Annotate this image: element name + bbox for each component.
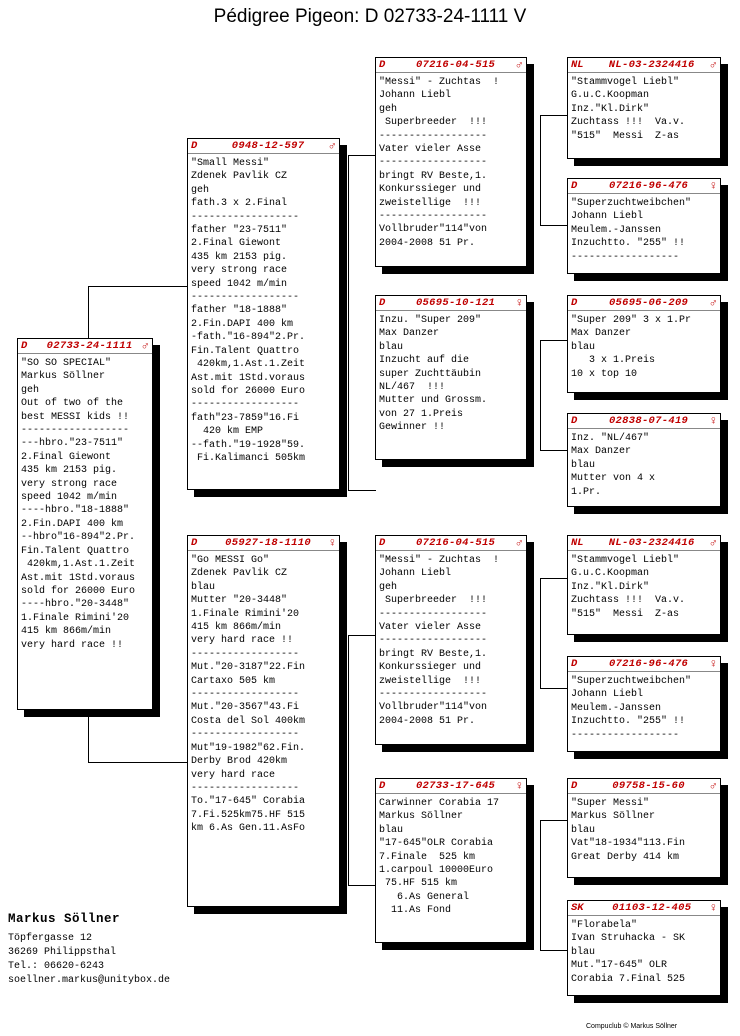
card-line: --fath."19-1928"59.: [191, 439, 306, 451]
card-line: 2.Final Giewont: [191, 238, 282, 250]
card-line: Mut."17-645" OLR: [571, 960, 668, 972]
card-line: very hard race !!: [21, 639, 124, 651]
country-code: D: [379, 537, 386, 549]
credit-text: Compuclub © Markus Söllner: [586, 1023, 678, 1030]
card-line: ------------------: [379, 130, 488, 142]
card-line: geh: [379, 103, 398, 115]
card-header: [376, 779, 526, 794]
card-line: 2.Fin.DAPI 400 km: [21, 518, 124, 530]
ring-number: 02838-07-419: [608, 415, 689, 427]
card-header: [18, 339, 152, 354]
ring-number: 02733-24-1111: [46, 340, 133, 352]
card-line: "Super 209" 3 x 1.Pr: [571, 315, 692, 326]
card-line: ------------------: [191, 648, 300, 660]
male-icon: ♂: [328, 139, 336, 153]
card-line: 1.Finale Rimini'20: [21, 612, 130, 624]
connector-line: [540, 688, 568, 689]
card-line: Cartaxo 505 km: [191, 675, 276, 687]
card-line: -fath."16-894"2.Pr.: [191, 332, 306, 344]
card-line: "Super Messi": [571, 798, 650, 809]
card-body: [376, 794, 526, 918]
card-body: [568, 194, 720, 264]
card-line: Vollbruder"114"von: [379, 224, 488, 236]
card-line: zweistellige !!!: [379, 675, 482, 687]
connector-line: [348, 155, 349, 490]
ring-number: 07216-04-515: [415, 537, 496, 549]
card-header: [568, 414, 720, 429]
card-line: Fin.Talent Quattro: [191, 345, 300, 357]
card-line: geh: [21, 384, 40, 396]
card-header: [568, 901, 720, 916]
card-line: "Stammvogel Liebl": [571, 77, 680, 88]
female-icon: ♀: [709, 657, 717, 671]
card-header: [568, 179, 720, 194]
card-line: ------------------: [191, 399, 300, 411]
card-line: fath.3 x 2.Final: [191, 198, 288, 210]
connector-line: [348, 885, 376, 886]
card-line: Konkurssieger und: [379, 662, 482, 674]
card-line: blau: [571, 946, 596, 958]
card-line: "Superzuchtweibchen": [571, 198, 692, 209]
card-line: Ivan Struhacka - SK: [571, 933, 686, 945]
country-code: D: [571, 180, 578, 192]
card-line: ------------------: [21, 425, 130, 437]
card-line: Markus Söllner: [21, 371, 106, 383]
card-line: Markus Söllner: [379, 811, 464, 823]
card-line: Inzucht auf die: [379, 355, 470, 367]
card-header: [188, 536, 339, 551]
card-line: ------------------: [379, 608, 488, 620]
pigeon-card-ssd[interactable]: [567, 178, 721, 274]
pigeon-card-dds[interactable]: [567, 778, 721, 878]
card-line: Inz."Kl.Dirk": [571, 581, 650, 593]
card-body: [568, 551, 720, 621]
pigeon-card-sire-dam[interactable]: [375, 295, 527, 460]
pigeon-card-sire[interactable]: [187, 138, 340, 490]
card-line: 1.carpoul 10000Euro: [379, 865, 494, 877]
card-line: geh: [191, 184, 210, 196]
female-icon: ♀: [709, 414, 717, 428]
pigeon-card-dam-sire[interactable]: [375, 535, 527, 745]
card-line: Vollbruder"114"von: [379, 702, 488, 714]
card-line: Zdenek Pavlik CZ: [191, 171, 288, 183]
card-header: [568, 657, 720, 672]
card-body: [568, 311, 720, 381]
card-line: geh: [379, 581, 398, 593]
card-header: [376, 536, 526, 551]
card-line: Derby Brod 420km: [191, 756, 288, 768]
card-line: 2.Final Giewont: [21, 451, 112, 463]
card-line: zweistellige !!!: [379, 197, 482, 209]
card-line: ---hbro."23-7511": [21, 438, 124, 450]
card-line: ----hbro."18-1888": [21, 505, 130, 517]
connector-line: [540, 820, 568, 821]
ring-number: 0948-12-597: [231, 140, 305, 152]
card-header: [568, 296, 720, 311]
card-body: [376, 73, 526, 250]
owner-email[interactable]: soellner.markus@unitybox.de: [8, 975, 171, 986]
card-body: [188, 154, 339, 465]
connector-line: [540, 225, 568, 226]
female-icon: ♀: [515, 296, 523, 310]
card-line: sold for 26000 Euro: [21, 585, 136, 597]
card-line: 1.Finale Rimini'20: [191, 608, 300, 620]
pigeon-card-subject[interactable]: [17, 338, 153, 710]
ring-number: 07216-96-476: [608, 180, 689, 192]
pigeon-card-dsd[interactable]: [567, 656, 721, 752]
pigeon-card-dam[interactable]: [187, 535, 340, 907]
card-line: "Messi" - Zuchtas !: [379, 555, 500, 566]
card-line: bringt RV Beste,1.: [379, 170, 488, 182]
card-line: 420km,1.Ast.1.Zeit: [191, 359, 306, 371]
connector-line: [88, 286, 188, 287]
card-body: [568, 672, 720, 742]
connector-line: [88, 762, 188, 763]
card-line: Ast.mit 1Std.voraus: [191, 372, 306, 384]
card-header: [376, 296, 526, 311]
country-code: D: [571, 297, 578, 309]
owner-street: Töpfergasse 12: [8, 933, 93, 944]
card-line: G.u.C.Koopman: [571, 90, 650, 102]
pigeon-card-ddd[interactable]: [567, 900, 721, 996]
card-line: very hard race: [191, 769, 276, 781]
owner-phone: Tel.: 06620-6243: [8, 961, 105, 972]
card-line: Mut"19-1982"62.Fin.: [191, 742, 306, 754]
card-line: "515" Messi Z-as: [571, 608, 680, 620]
card-line: Max Danzer: [571, 328, 632, 340]
card-line: Konkurssieger und: [379, 184, 482, 196]
connector-line: [540, 950, 568, 951]
card-line: father "23-7511": [191, 225, 288, 237]
female-icon: ♀: [515, 779, 523, 793]
card-line: ------------------: [571, 729, 680, 741]
card-body: [376, 311, 526, 435]
male-icon: ♂: [709, 536, 717, 550]
card-line: To."17-645" Corabia: [191, 796, 306, 808]
card-header: [568, 779, 720, 794]
card-line: best MESSI kids !!: [21, 411, 130, 423]
card-line: "Messi" - Zuchtas !: [379, 77, 500, 88]
card-line: 435 km 2153 pig.: [21, 465, 118, 477]
card-line: Meulem.-Janssen: [571, 224, 662, 236]
page-title: Pédigree Pigeon: D 02733-24-1111 V: [213, 6, 527, 27]
card-line: blau: [191, 581, 216, 593]
country-code: D: [21, 340, 28, 352]
card-line: NL/467 !!!: [379, 382, 446, 394]
card-line: Zdenek Pavlik CZ: [191, 568, 288, 580]
card-line: 435 km 2153 pig.: [191, 251, 288, 263]
card-line: Max Danzer: [571, 446, 632, 458]
card-line: 7.Fi.525km75.HF 515: [191, 809, 306, 821]
card-line: Superbreeder !!!: [379, 117, 488, 129]
female-icon: ♀: [328, 536, 336, 550]
pigeon-card-dam-dam[interactable]: [375, 778, 527, 943]
ring-number: 05927-18-1110: [225, 537, 311, 549]
male-icon: ♂: [515, 58, 523, 72]
card-line: ------------------: [379, 689, 488, 701]
card-line: 10 x top 10: [571, 368, 638, 380]
card-line: 1.Pr.: [571, 486, 602, 498]
card-line: father "18-1888": [191, 305, 288, 317]
card-line: "Superzuchtweibchen": [571, 676, 692, 687]
card-line: Inzuchtto. "255" !!: [571, 716, 686, 728]
ring-number: 05695-06-209: [608, 297, 689, 309]
card-line: Carwinner Corabia 17: [379, 798, 500, 809]
card-line: Zuchtass !!! Va.v.: [571, 595, 686, 607]
owner-block: [8, 912, 170, 988]
card-header: [376, 58, 526, 73]
card-line: ------------------: [379, 635, 488, 647]
ring-number: 02733-17-645: [415, 780, 496, 792]
ring-number: 07216-96-476: [608, 658, 689, 670]
card-line: "515" Messi Z-as: [571, 130, 680, 142]
card-line: Johann Liebl: [571, 689, 644, 701]
card-line: Mut."20-3187"22.Fin: [191, 662, 306, 674]
connector-line: [88, 286, 89, 338]
card-line: sold for 26000 Euro: [191, 385, 306, 397]
card-line: bringt RV Beste,1.: [379, 648, 488, 660]
card-line: ------------------: [191, 689, 300, 701]
card-line: ------------------: [191, 211, 300, 223]
card-line: Johann Liebl: [571, 211, 644, 223]
card-line: 7.Finale 525 km: [379, 851, 476, 863]
card-line: very strong race: [21, 478, 118, 490]
card-line: G.u.C.Koopman: [571, 568, 650, 580]
card-body: [188, 551, 339, 836]
card-body: [568, 73, 720, 143]
card-line: Zuchtass !!! Va.v.: [571, 117, 686, 129]
card-line: 2004-2008 51 Pr.: [379, 237, 476, 249]
card-line: Superbreeder !!!: [379, 595, 488, 607]
card-line: "Small Messi": [191, 158, 270, 169]
connector-line: [540, 115, 541, 225]
country-code: D: [571, 780, 578, 792]
card-line: blau: [379, 341, 404, 353]
country-code: D: [571, 415, 578, 427]
country-code: SK: [571, 902, 584, 914]
ring-number: 07216-04-515: [415, 59, 496, 71]
pigeon-card-sds[interactable]: [567, 295, 721, 393]
connector-line: [540, 578, 568, 579]
card-header: [568, 536, 720, 551]
card-line: km 6.As Gen.11.AsFo: [191, 823, 306, 835]
owner-city: 36269 Philippsthal: [8, 947, 117, 958]
card-line: Great Derby 414 km: [571, 851, 680, 863]
card-line: Vat"18-1934"113.Fin: [571, 838, 686, 850]
country-code: D: [379, 297, 386, 309]
card-line: ------------------: [191, 292, 300, 304]
card-line: very hard race !!: [191, 635, 294, 647]
card-line: blau: [571, 824, 596, 836]
country-code: D: [571, 658, 578, 670]
card-line: --hbro"16-894"2.Pr.: [21, 532, 136, 544]
card-line: Max Danzer: [379, 328, 440, 340]
male-icon: ♂: [709, 58, 717, 72]
card-line: Gewinner !!: [379, 422, 446, 434]
card-line: very strong race: [191, 265, 288, 277]
country-code: D: [379, 780, 386, 792]
owner-name: Markus Söllner: [8, 912, 121, 926]
card-line: 3 x 1.Preis: [571, 355, 656, 367]
card-line: Vater vieler Asse: [379, 622, 482, 634]
card-body: [568, 916, 720, 986]
card-line: Inz."Kl.Dirk": [571, 103, 650, 115]
connector-line: [88, 710, 89, 762]
connector-line: [540, 820, 541, 950]
card-line: speed 1042 m/min: [191, 278, 288, 290]
connector-line: [540, 578, 541, 688]
card-line: ------------------: [379, 157, 488, 169]
card-line: Out of two of the: [21, 398, 124, 410]
card-line: Fi.Kalimanci 505km: [191, 452, 306, 464]
card-line: Mut."20-3567"43.Fi: [191, 702, 300, 714]
card-line: 420 km EMP: [191, 426, 264, 438]
card-line: "SO SO SPECIAL": [21, 358, 112, 369]
connector-line: [348, 155, 376, 156]
card-line: Fin.Talent Quattro: [21, 545, 130, 557]
card-line: super Zuchttäubin: [379, 368, 482, 380]
male-icon: ♂: [709, 779, 717, 793]
card-line: Corabia 7.Final 525: [571, 973, 686, 985]
ring-number: 05695-10-121: [415, 297, 496, 309]
connector-line: [540, 450, 568, 451]
card-line: Inzuchtto. "255" !!: [571, 238, 686, 250]
country-code: D: [191, 537, 198, 549]
card-body: [376, 551, 526, 728]
card-line: blau: [571, 341, 596, 353]
card-line: ------------------: [191, 729, 300, 741]
card-line: 2.Fin.DAPI 400 km: [191, 318, 294, 330]
card-line: Johann Liebl: [379, 90, 452, 102]
ring-number: NL-03-2324416: [608, 59, 695, 71]
male-icon: ♂: [141, 339, 149, 353]
card-line: "Stammvogel Liebl": [571, 555, 680, 566]
card-line: fath"23-7859"16.Fi: [191, 412, 300, 424]
country-code: D: [191, 140, 198, 152]
card-body: [568, 794, 720, 864]
connector-line: [348, 490, 376, 491]
ring-number: NL-03-2324416: [608, 537, 695, 549]
card-line: Mutter "20-3448": [191, 595, 288, 607]
country-code: NL: [571, 537, 584, 549]
connector-line: [540, 340, 568, 341]
card-line: 415 km 866m/min: [191, 622, 282, 634]
card-line: Johann Liebl: [379, 568, 452, 580]
card-line: 415 km 866m/min: [21, 626, 112, 638]
card-header: [188, 139, 339, 154]
country-code: D: [379, 59, 386, 71]
ring-number: 09758-15-60: [612, 780, 685, 792]
country-code: NL: [571, 59, 584, 71]
card-line: 6.As General: [379, 891, 470, 903]
card-line: 75.HF 515 km: [379, 878, 458, 890]
connector-line: [540, 115, 568, 116]
card-line: Markus Söllner: [571, 811, 656, 823]
card-line: ------------------: [571, 251, 680, 263]
card-line: Mutter und Grossm.: [379, 395, 488, 407]
card-line: "17-645"OLR Corabia: [379, 838, 494, 850]
card-line: Ast.mit 1Std.voraus: [21, 572, 136, 584]
card-body: [18, 354, 152, 652]
card-line: 2004-2008 51 Pr.: [379, 715, 476, 727]
connector-line: [348, 635, 349, 885]
card-line: ----hbro."20-3448": [21, 599, 130, 611]
pigeon-card-sss[interactable]: [567, 57, 721, 159]
card-line: Vater vieler Asse: [379, 144, 482, 156]
card-body: [568, 429, 720, 499]
card-line: "Go MESSI Go": [191, 555, 270, 566]
connector-line: [348, 635, 376, 636]
card-line: ------------------: [191, 782, 300, 794]
card-line: speed 1042 m/min: [21, 492, 118, 504]
card-line: von 27 1.Preis: [379, 408, 464, 420]
pigeon-card-dss[interactable]: [567, 535, 721, 635]
card-line: Inz. "NL/467": [571, 433, 650, 444]
card-line: blau: [571, 459, 596, 471]
pigeon-card-sdd[interactable]: [567, 413, 721, 507]
connector-line: [540, 340, 541, 450]
card-line: Mutter von 4 x: [571, 473, 656, 485]
card-header: [568, 58, 720, 73]
card-line: blau: [379, 824, 404, 836]
female-icon: ♀: [709, 179, 717, 193]
female-icon: ♀: [709, 901, 717, 915]
card-line: Meulem.-Janssen: [571, 702, 662, 714]
card-line: Inzu. "Super 209": [379, 315, 482, 326]
card-line: 11.As Fond: [379, 905, 452, 917]
ring-number: 01103-12-405: [612, 902, 692, 914]
card-line: "Florabela": [571, 920, 638, 931]
card-line: ------------------: [379, 211, 488, 223]
card-line: Costa del Sol 400km: [191, 715, 306, 727]
pigeon-card-sire-sire[interactable]: [375, 57, 527, 267]
card-line: 420km,1.Ast.1.Zeit: [21, 559, 136, 571]
male-icon: ♂: [515, 536, 523, 550]
male-icon: ♂: [709, 296, 717, 310]
